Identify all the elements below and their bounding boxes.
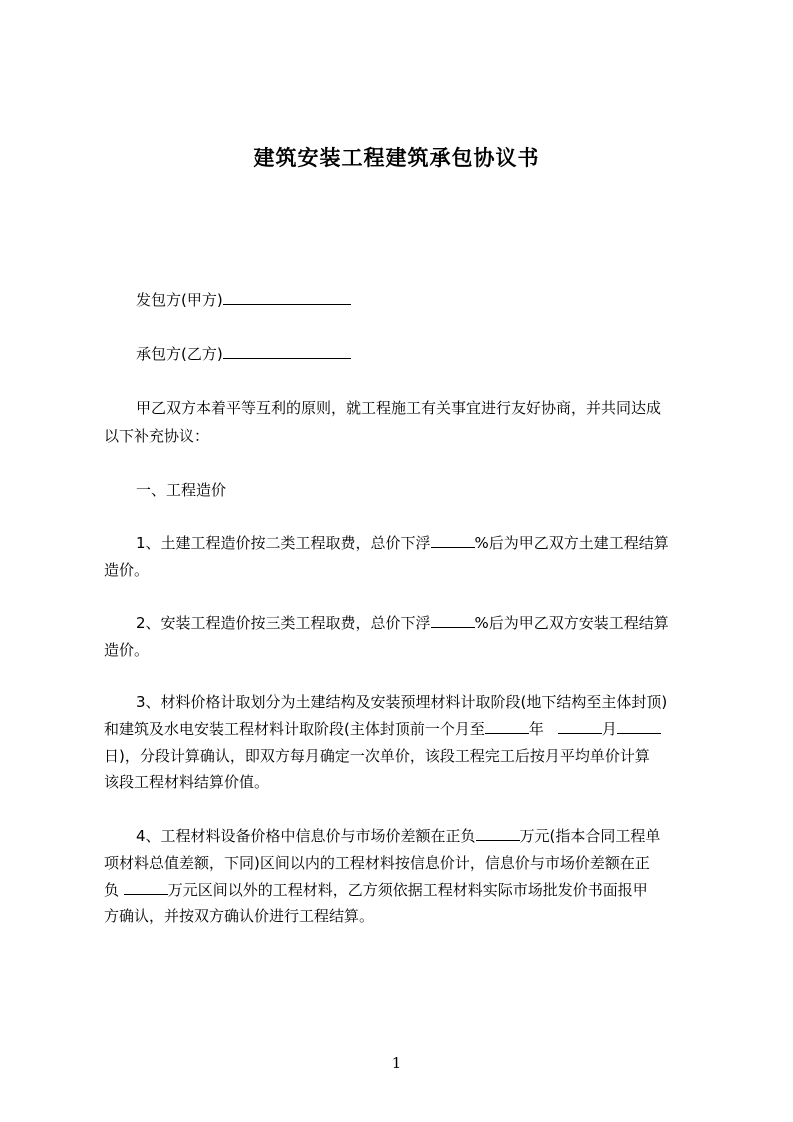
document-title: 建筑安装工程建筑承包协议书	[253, 146, 540, 170]
item3-text-a: 和建筑及水电安装工程材料计取阶段(主体封顶前一个月至	[104, 720, 485, 738]
item4-line-3	[104, 880, 648, 900]
party-a-label: 发包方(甲方)	[136, 291, 223, 309]
item2-text-b: %后为甲乙双方安装工程结算	[474, 614, 669, 632]
item3-month-label: 月	[601, 720, 617, 738]
item3-line-1: 3、材料价格计取划分为土建结构及安装预埋材料计取阶段(地下结构至主体封顶)	[136, 693, 668, 711]
intro-line-2: 以下补充协议：	[104, 427, 210, 445]
party-b-label: 承包方(乙方)	[136, 345, 223, 363]
item4-text-b: 万元(指本合同工程单	[519, 827, 661, 845]
item3-line-4: 该段工程材料结算价值。	[104, 773, 270, 791]
item3-line-3: 日)，分段计算确认，即双方每月确定一次单价，该段工程完工后按月平均单价计算	[104, 747, 650, 765]
item3-line-2	[104, 719, 661, 739]
item4-text-a: 4、工程材料设备价格中信息价与市场价差额在正负	[136, 827, 476, 845]
item4-line-1	[136, 826, 660, 846]
item4-blank-1	[476, 826, 520, 841]
item3-year-label: 年	[528, 720, 544, 738]
item1-blank	[431, 533, 475, 548]
item4-text-c: 负	[104, 881, 124, 899]
item4-blank-2	[124, 880, 168, 895]
item3-blank-month	[558, 719, 602, 734]
page-number: 1	[391, 1054, 402, 1072]
item1-line-2: 造价。	[104, 561, 150, 579]
item2-line-2: 造价。	[104, 641, 150, 659]
party-a-blank	[223, 290, 351, 305]
item1-line-1	[136, 533, 669, 553]
section-heading: 一、工程造价	[136, 481, 227, 499]
item3-blank-day	[617, 719, 661, 734]
item4-line-2: 项材料总值差额，下同)区间以内的工程材料按信息价计，信息价与市场价差额在正	[104, 854, 650, 872]
item2-blank	[431, 613, 475, 628]
item2-text-a: 2、安装工程造价按三类工程取费，总价下浮	[136, 614, 431, 632]
party-b-line	[136, 344, 351, 364]
item4-line-4: 方确认，并按双方确认价进行工程结算。	[104, 907, 375, 925]
item4-text-d: 万元区间以外的工程材料，乙方须依据工程材料实际市场批发价书面报甲	[167, 881, 648, 899]
intro-line-1: 甲乙双方本着平等互利的原则，就工程施工有关事宜进行友好协商，并共同达成	[136, 399, 662, 417]
item2-line-1	[136, 613, 669, 633]
item1-text-a: 1、土建工程造价按二类工程取费，总价下浮	[136, 534, 431, 552]
party-b-blank	[223, 344, 351, 359]
item3-blank-year	[485, 719, 529, 734]
item1-text-b: %后为甲乙双方土建工程结算	[474, 534, 669, 552]
party-a-line	[136, 290, 351, 310]
